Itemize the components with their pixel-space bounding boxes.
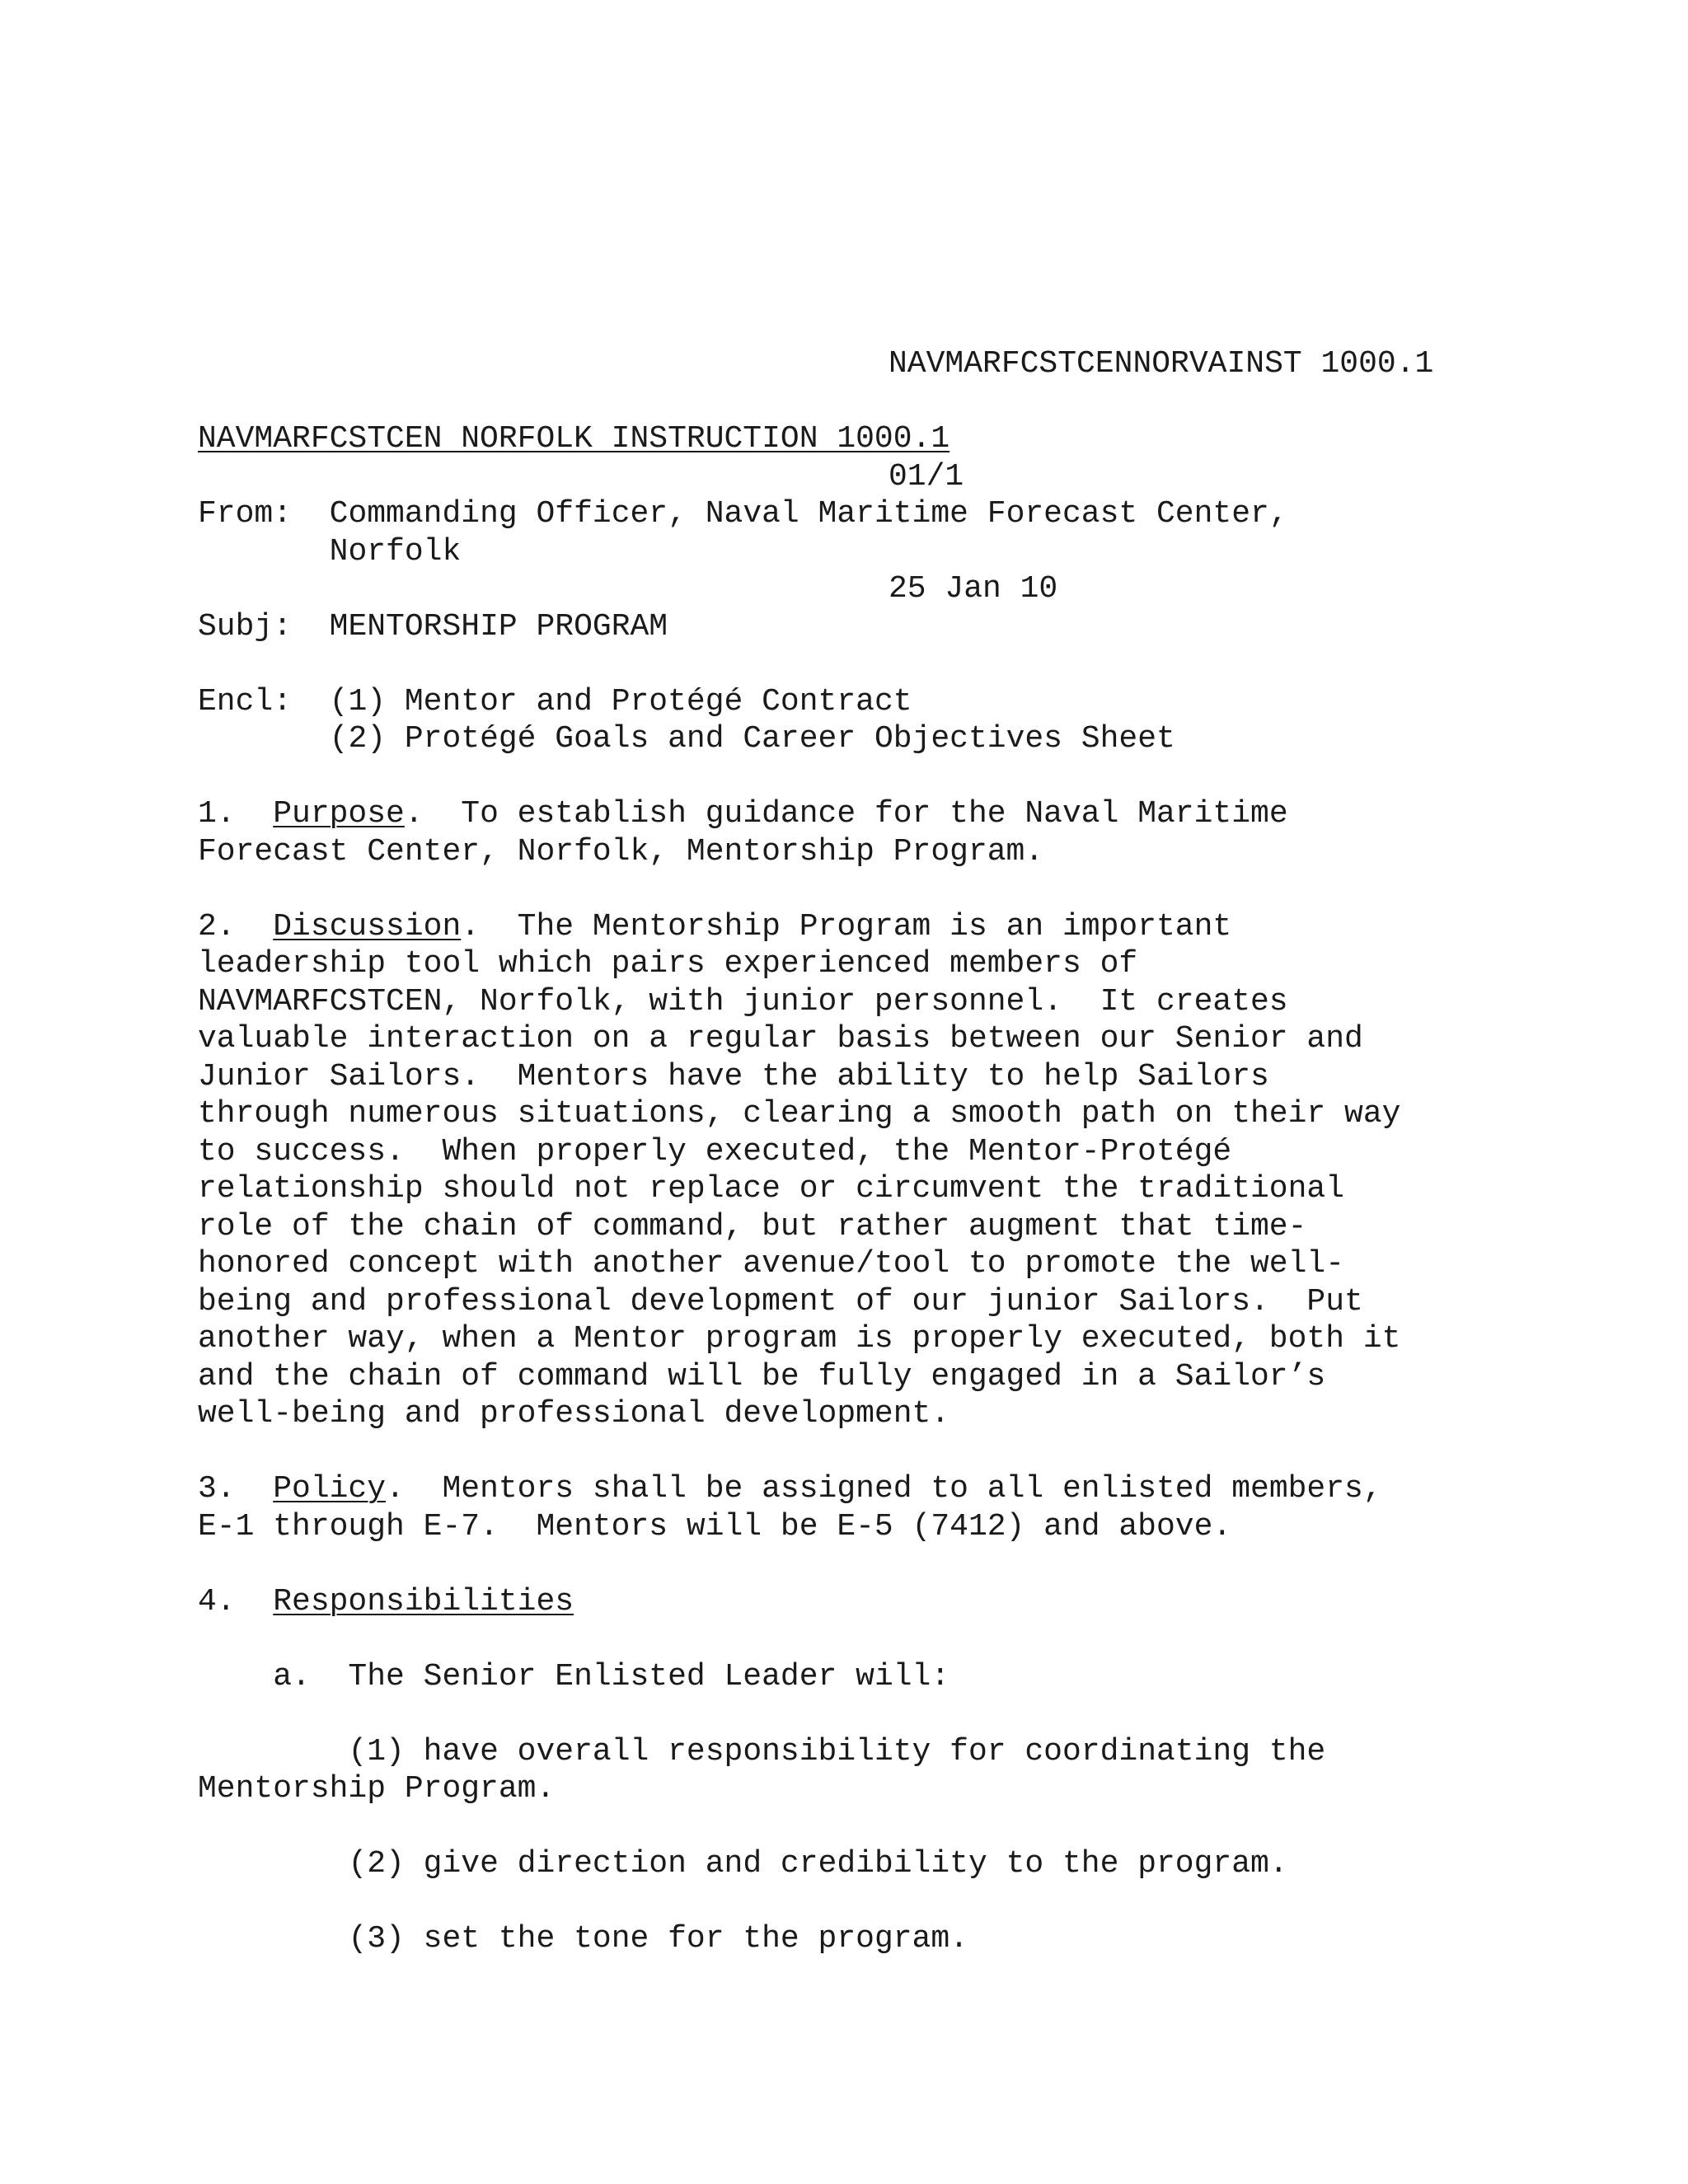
- paragraph-text: and the chain of command will be fully engaged in a Sailor’s: [198, 1358, 1326, 1394]
- paragraph-text: . Mentors shall be assigned to all enlisted members,: [386, 1471, 1382, 1507]
- serial-code: 01/1: [889, 458, 964, 494]
- paragraph-text: well-being and professional development.: [198, 1396, 950, 1432]
- paragraph-text: another way, when a Mentor program is properly executed, both it: [198, 1321, 1401, 1357]
- paragraph-text: to success. When properly executed, the Mentor-Protégé: [198, 1133, 1232, 1169]
- document-body: [198, 420, 1517, 1958]
- section-number: 3.: [198, 1471, 236, 1507]
- paragraph-text: leadership tool which pairs experienced members of: [198, 946, 1138, 982]
- enclosures-label: Encl:: [198, 683, 293, 719]
- section-number: 4.: [198, 1583, 236, 1619]
- from-line-1: Commanding Officer, Naval Maritime Forecast Center,: [329, 496, 1288, 532]
- paragraph-text: honored concept with another avenue/tool to promote the well-: [198, 1246, 1345, 1282]
- section-heading: Discussion: [273, 908, 462, 944]
- paragraph-text: E-1 through E-7. Mentors will be E-5 (7412) and above.: [198, 1508, 1232, 1544]
- section-purpose: [198, 795, 1517, 870]
- list-item-continuation: Mentorship Program.: [198, 1771, 556, 1807]
- section-responsibilities: [198, 1583, 1517, 1958]
- section-heading: Purpose: [273, 796, 405, 832]
- paragraph-text: Junior Sailors. Mentors have the ability to help Sailors: [198, 1058, 1269, 1094]
- from-label: From:: [198, 496, 293, 532]
- from-line-2: Norfolk: [329, 533, 462, 569]
- document-title: [198, 420, 1517, 458]
- list-item: (1) have overall responsibility for coordinating the: [348, 1733, 1326, 1769]
- section-number: 1.: [198, 796, 236, 832]
- instruction-number: NAVMARFCSTCENNORVAINST 1000.1: [889, 346, 1434, 382]
- paragraph-text: . To establish guidance for the Naval Maritime: [404, 796, 1288, 832]
- paragraph-text: role of the chain of command, but rather augment that time-: [198, 1208, 1307, 1244]
- section-heading: Policy: [273, 1471, 387, 1507]
- section-heading: Responsibilities: [273, 1583, 574, 1619]
- paragraph-text: . The Mentorship Program is an important: [461, 908, 1232, 944]
- list-item: (2) give direction and credibility to the program.: [348, 1846, 1288, 1882]
- document-date: 25 Jan 10: [889, 571, 1058, 607]
- paragraph-text: NAVMARFCSTCEN, Norfolk, with junior personnel. It creates: [198, 983, 1288, 1019]
- section-policy: [198, 1470, 1517, 1545]
- subparagraph-a: a. The Senior Enlisted Leader will:: [273, 1658, 950, 1694]
- section-number: 2.: [198, 908, 236, 944]
- paragraph-text: relationship should not replace or circumvent the traditional: [198, 1171, 1345, 1207]
- paragraph-text: Forecast Center, Norfolk, Mentorship Program.: [198, 833, 1044, 869]
- list-item: (3) set the tone for the program.: [348, 1921, 968, 1957]
- document-title-text: NAVMARFCSTCEN NORFOLK INSTRUCTION 1000.1: [198, 421, 950, 457]
- subject-block: [198, 608, 1517, 646]
- paragraph-text: through numerous situations, clearing a smooth path on their way: [198, 1096, 1401, 1132]
- subject-label: Subj:: [198, 608, 293, 644]
- paragraph-text: valuable interaction on a regular basis between our Senior and: [198, 1021, 1363, 1057]
- from-block: [198, 495, 1517, 570]
- enclosure-item: (2) Protégé Goals and Career Objectives Sheet: [329, 721, 1175, 757]
- enclosure-item: (1) Mentor and Protégé Contract: [329, 683, 912, 719]
- section-discussion: [198, 908, 1517, 1433]
- paragraph-text: being and professional development of our junior Sailors. Put: [198, 1283, 1363, 1319]
- enclosures-block: [198, 683, 1517, 758]
- subject-text: MENTORSHIP PROGRAM: [329, 608, 668, 644]
